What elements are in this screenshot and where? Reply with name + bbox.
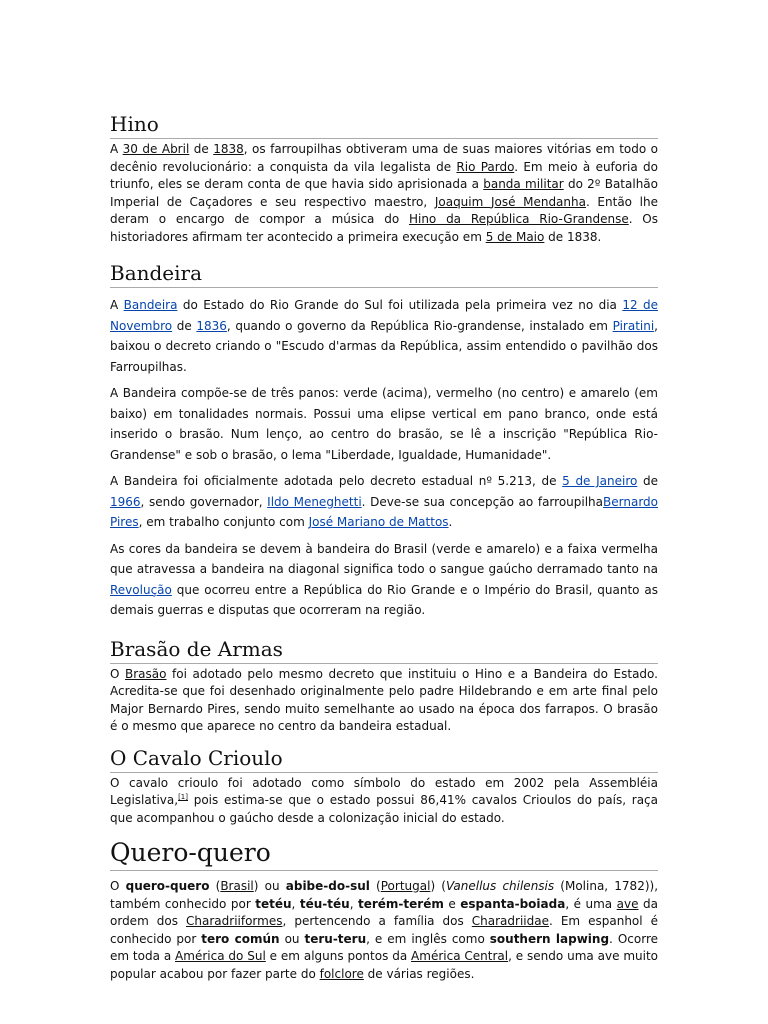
brasao-paragraph: O Brasão foi adotado pelo mesmo decreto que instituiu o Hino e a Bandeira do Estado. Acredita-se que foi desenhado originalmente pelo padre Hildebrando e em arte final pelo Major Bernardo Pires, sendo muito semelhante ao usado na época dos farrapos. O brasão é o mesmo que aparece no centro da bandeira estadual. [110, 666, 658, 733]
link-1836[interactable]: 1836 [196, 318, 227, 333]
article-content [110, 112, 658, 983]
link-bernardo-pires[interactable]: Bernardo Pires [110, 494, 658, 529]
link-hino-da-republica[interactable]: Hino da República Rio-Grandense [408, 212, 629, 226]
link-folclore[interactable]: folclore [319, 966, 364, 981]
link-america-do-sul[interactable]: América do Sul [175, 949, 266, 963]
link-jose-mariano-de-mattos[interactable]: José Mariano de Mattos [308, 515, 449, 529]
link-1966[interactable]: 1966 [110, 494, 141, 509]
link-ave[interactable]: ave [616, 896, 639, 911]
bandeira-paragraph-3: A Bandeira foi oficialmente adotada pelo decreto estadual nº 5.213, de 5 de Janeiro de 1966, sendo governador, Ildo Meneghetti. Deve-se sua concepção ao farroupilhaBernardo Pires, em trabalho conjunto com José Mariano de Mattos. [110, 474, 658, 529]
link-america-central[interactable]: América Central [411, 949, 509, 963]
link-bandeira[interactable]: Bandeira [123, 298, 178, 312]
link-banda-militar[interactable]: banda militar [483, 177, 564, 191]
link-rio-pardo[interactable]: Rio Pardo [456, 159, 515, 174]
link-ildo-meneghetti[interactable]: Ildo Meneghetti [267, 494, 362, 509]
link-30-de-abril[interactable]: 30 de Abril [122, 142, 190, 156]
link-piratini[interactable]: Piratini [612, 318, 655, 333]
hino-paragraph: A 30 de Abril de 1838, os farroupilhas obtiveram uma de suas maiores vitórias em todo o decênio revolucionário: a conquista da vila legalista de Rio Pardo. Em meio à euforia do triunfo, eles se deram conta de que havia sido aprisionada a banda militar do 2º Batalhão Imperial de Caçadores e seu respectivo maestro, Joaquim José Mendanha. Então lhe deram o encargo de compor a música do Hino da República Rio-Grandense. Os historiadores afirmam ter acontecido a primeira execução em 5 de Maio de 1838. [110, 142, 659, 244]
link-joaquim-jose-mendanha[interactable]: Joaquim José Mendanha [434, 194, 586, 209]
link-charadriidae[interactable]: Charadriidae [471, 914, 549, 928]
link-charadriiformes[interactable]: Charadriiformes [186, 914, 283, 928]
section-heading-bandeira: Bandeira [110, 261, 658, 288]
bandeira-paragraph-1: A Bandeira do Estado do Rio Grande do Sul foi utilizada pela primeira vez no dia 12 de Novembro de 1836, quando o governo da República Rio-grandense, instalado em Piratini, baixou o decreto criando o "Escudo d'armas da República, assim entendido o pavilhão dos Farroupilhas. [110, 298, 658, 374]
section-heading-quero-quero: Quero-quero [110, 837, 658, 871]
link-portugal[interactable]: Portugal [380, 879, 431, 893]
link-5-de-maio[interactable]: 5 de Maio [485, 229, 545, 244]
section-heading-hino: Hino [110, 112, 658, 139]
section-heading-brasao: Brasão de Armas [110, 637, 658, 664]
link-brasil[interactable]: Brasil [220, 879, 254, 893]
bandeira-paragraph-4: As cores da bandeira se devem à bandeira do Brasil (verde e amarelo) e a faixa vermelha que atravessa a bandeira na diagonal significa todo o sangue gaúcho derramado tanto na Revolução que ocorreu entre a República do Rio Grande e o Império do Brasil, quanto as demais guerras e disputas que ocorreram na região. [110, 541, 658, 617]
quero-quero-paragraph: O quero-quero (Brasil) ou abibe-do-sul (Portugal) (Vanellus chilensis (Molina, 1782)), também conhecido por tetéu, téu-téu, terém-terém e espanta-boiada, é uma ave da ordem dos Charadriiformes, pertencendo a família dos Charadriidae. Em espanhol é conhecido por tero común ou teru-teru, e em inglês como southern lapwing. Ocorre em toda a América do Sul e em alguns pontos da América Central, e sendo uma ave muito popular acabou por fazer parte do folclore de várias regiões. [110, 879, 659, 981]
link-1838[interactable]: 1838 [213, 142, 244, 156]
link-5-de-janeiro[interactable]: 5 de Janeiro [562, 474, 638, 488]
link-12-de-novembro[interactable]: 12 de Novembro [110, 298, 658, 333]
link-revolucao[interactable]: Revolução [110, 582, 172, 597]
reference-1[interactable]: [1] [178, 793, 188, 801]
bandeira-paragraph-2: A Bandeira compõe-se de três panos: verde (acima), vermelho (no centro) e amarelo (em baixo) em tonalidades normais. Possui uma elipse vertical em pano branco, onde está inserido o brasão. Num lenço, ao centro do brasão, se lê a inscrição "República Rio-Grandense" e sob o brasão, o lema "Liberdade, Igualdade, Humanidade". [110, 386, 658, 462]
cavalo-paragraph: O cavalo crioulo foi adotado como símbolo do estado em 2002 pela Assembléia Legislativa,[1] pois estima-se que o estado possui 86,41% cavalos Crioulos do país, raça que acompanhou o gaúcho desde a colonização inicial do estado. [110, 775, 658, 825]
link-brasao[interactable]: Brasão [125, 666, 167, 681]
section-heading-cavalo-crioulo: O Cavalo Crioulo [110, 746, 658, 773]
